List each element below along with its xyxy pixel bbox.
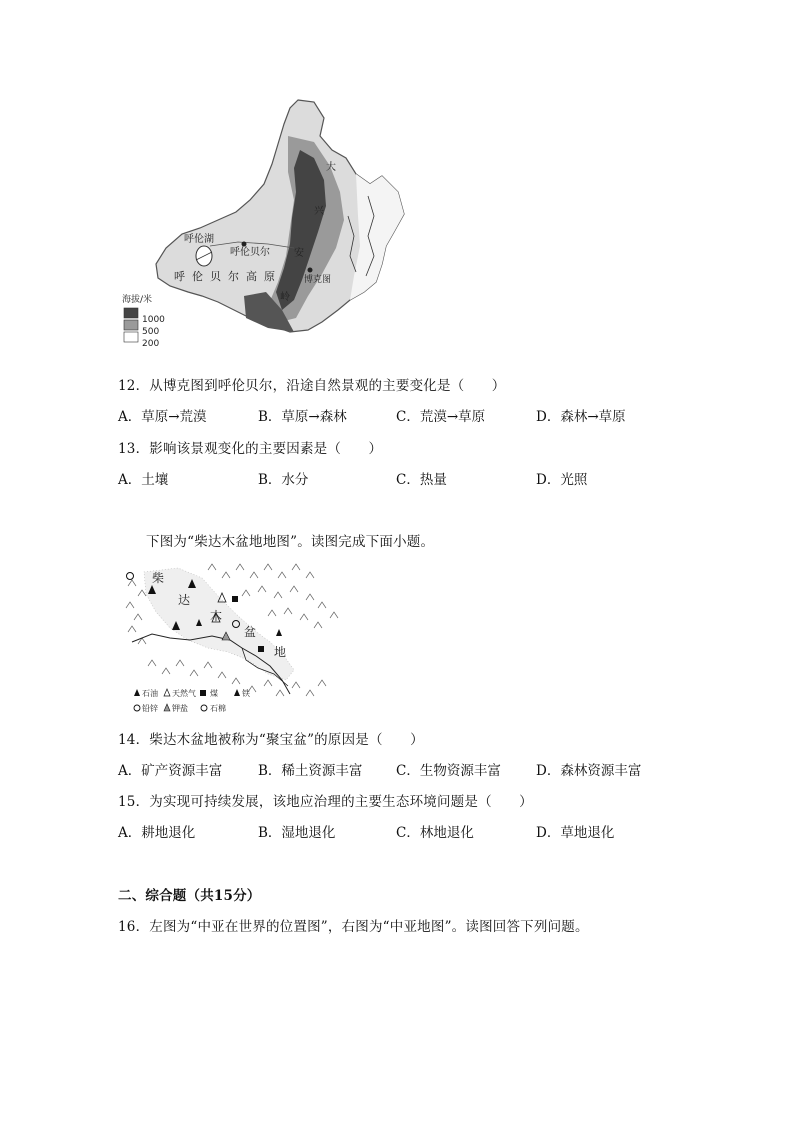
q14-option-c[interactable]: C．生物资源丰富 (396, 763, 501, 779)
coal-symbol (232, 596, 238, 602)
q15-option-c[interactable]: C．林地退化 (396, 825, 474, 841)
coal-symbol (258, 646, 264, 652)
map1-label-plateau: 呼伦贝尔高原 (174, 270, 282, 283)
legend-asbestos: 石棉 (210, 704, 226, 713)
map1-legend-level-500: 500 (142, 327, 160, 337)
map1-label-lake: 呼伦湖 (184, 234, 214, 245)
map1-legend-level-1000: 1000 (142, 315, 165, 325)
q13-stem: 13．影响该景观变化的主要因素是（ ） (118, 441, 383, 457)
q15-stem: 15．为实现可持续发展，该地应治理的主要生态环境问题是（ ） (118, 794, 533, 810)
q13-option-b[interactable]: B．水分 (258, 472, 309, 488)
legend-oil: 石油 (142, 689, 158, 698)
q12-option-a[interactable]: A．草原→荒漠 (118, 409, 207, 425)
map1-label-ling: 岭 (280, 292, 290, 303)
map1-legend-title: 海拔/米 (122, 295, 153, 305)
q12-stem: 12．从博克图到呼伦贝尔，沿途自然景观的主要变化是（ ） (118, 378, 506, 394)
map2-label-chai: 柴 (152, 571, 165, 585)
legend-iron: 铁 (242, 689, 250, 698)
map1-label-da: 大 (326, 162, 336, 173)
q13-option-c[interactable]: C．热量 (396, 472, 447, 488)
map-qaidam-basin (118, 556, 350, 718)
intro-qaidam: 下图为“柴达木盆地地图”。读图完成下面小题。 (146, 534, 435, 550)
q14-option-b[interactable]: B．稀土资源丰富 (258, 763, 363, 779)
q14-option-d[interactable]: D．森林资源丰富 (536, 763, 642, 779)
q12-option-c[interactable]: C．荒漠→草原 (396, 409, 486, 425)
map1-label-an: 安 (294, 248, 304, 259)
legend-coal: 煤 (210, 689, 218, 698)
map1-legend-level-200: 200 (142, 339, 160, 349)
q16-stem: 16．左图为“中亚在世界的位置图”，右图为“中亚地图”。读图回答下列问题。 (118, 919, 589, 935)
q15-option-b[interactable]: B．湿地退化 (258, 825, 336, 841)
map-greater-khingan (118, 96, 408, 358)
q14-stem: 14．柴达木盆地被称为“聚宝盆”的原因是（ ） (118, 732, 424, 748)
map2-label-da: 达 (178, 593, 191, 607)
legend-leadzinc: 铅锌 (142, 704, 158, 713)
hulunbuir-city-marker (242, 242, 247, 247)
map2-label-di: 地 (274, 645, 287, 659)
map1-label-city: 呼伦贝尔 (230, 247, 270, 258)
q12-option-d[interactable]: D．森林→草原 (536, 409, 626, 425)
legend-gas: 天然气 (172, 689, 196, 698)
section-heading-comprehensive: 二、综合题（共15分） (118, 888, 261, 904)
map1-label-xing: 兴 (314, 206, 324, 217)
legend-potash: 钾盐 (172, 704, 188, 713)
q14-option-a[interactable]: A．矿产资源丰富 (118, 763, 223, 779)
map2-label-mu: 木 (210, 609, 223, 623)
boketu-city-marker (308, 268, 313, 273)
iron-symbol (276, 629, 282, 636)
asbestos-symbol (127, 573, 134, 580)
map1-label-city2: 博克图 (304, 275, 332, 285)
q15-option-a[interactable]: A．耕地退化 (118, 825, 196, 841)
q13-option-d[interactable]: D．光照 (536, 472, 588, 488)
map2-label-pen: 盆 (244, 625, 257, 639)
q15-option-d[interactable]: D．草地退化 (536, 825, 615, 841)
q13-option-a[interactable]: A．土壤 (118, 472, 169, 488)
q12-option-b[interactable]: B．草原→森林 (258, 409, 347, 425)
